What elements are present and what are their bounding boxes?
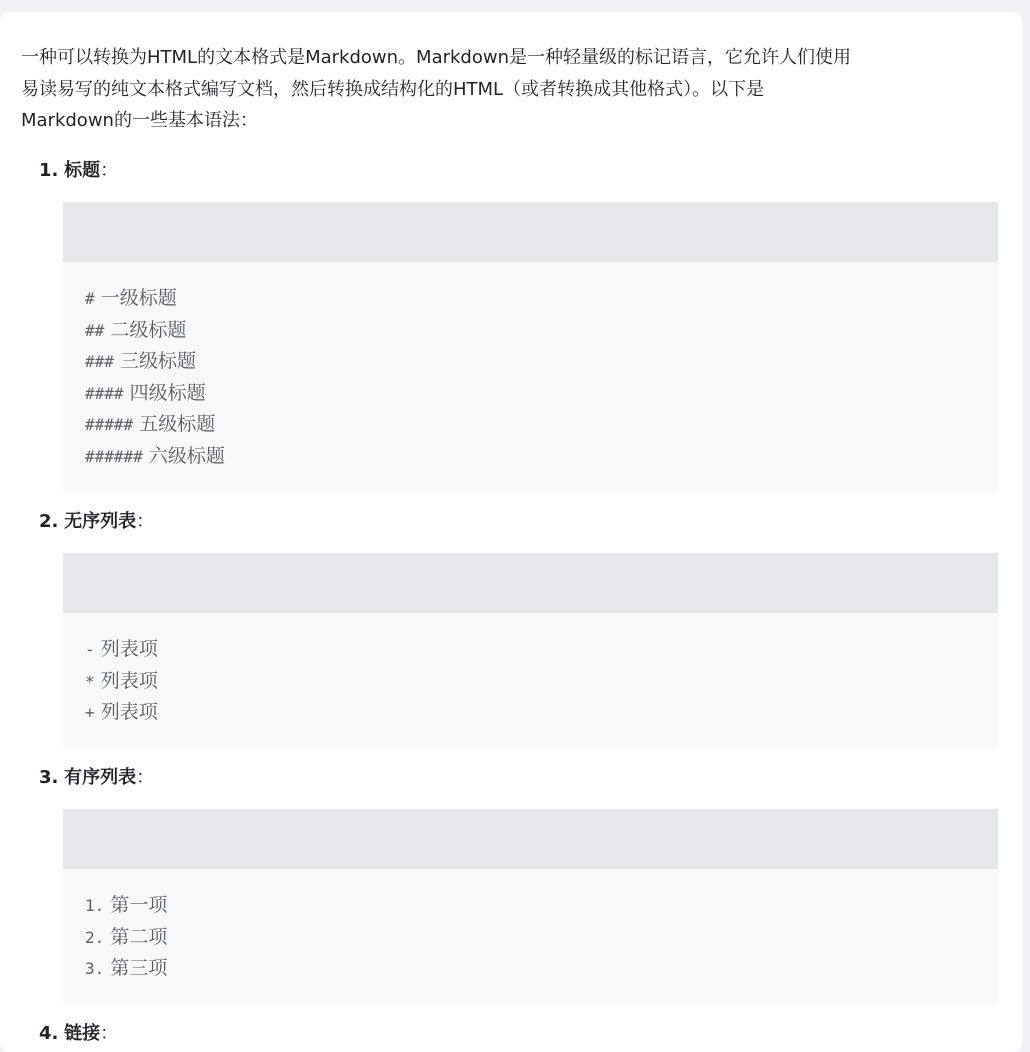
code-line: 2. 第二项 <box>85 925 168 948</box>
code-block-headings <box>63 202 998 493</box>
section-title: 无序列表 <box>64 511 137 532</box>
response-card <box>0 12 1022 1052</box>
section-heading-4 <box>39 1021 118 1047</box>
section-colon: ： <box>100 1023 119 1044</box>
code-line: ### 三级标题 <box>85 350 196 372</box>
code-block-header <box>63 809 998 869</box>
intro-line-1: 一种可以转换为HTML的文本格式是Markdown。Markdown是一种轻量级的标记语言，它允许人们使用 <box>21 47 851 68</box>
section-colon: ： <box>136 511 155 532</box>
section-heading-2 <box>39 509 154 535</box>
code-line: 1. 第一项 <box>85 894 168 916</box>
section-number: 3. <box>39 767 59 788</box>
section-heading-1 <box>39 158 118 184</box>
code-line: * 列表项 <box>85 669 158 692</box>
code-block-unordered-list <box>63 553 998 749</box>
code-line: ## 二级标题 <box>85 318 187 341</box>
section-colon: ： <box>100 160 119 181</box>
code-line: - 列表项 <box>85 638 158 660</box>
code-line: # 一级标题 <box>85 287 177 309</box>
section-title: 标题 <box>64 160 101 181</box>
code-line: 3. 第三项 <box>85 957 168 979</box>
section-title: 有序列表 <box>64 767 137 788</box>
code-line: ##### 五级标题 <box>85 413 216 435</box>
code-line: #### 四级标题 <box>85 381 206 404</box>
section-number: 2. <box>39 511 59 532</box>
code-block-body[interactable] <box>63 613 998 729</box>
intro-paragraph <box>21 42 1011 137</box>
section-heading-3 <box>39 765 154 791</box>
section-number: 4. <box>39 1023 59 1044</box>
code-block-header <box>63 202 998 262</box>
intro-line-2: 易读易写的纯文本格式编写文档，然后转换成结构化的HTML（或者转换成其他格式）。以下是 <box>21 78 765 100</box>
section-colon: ： <box>136 767 155 788</box>
code-block-body[interactable] <box>63 869 998 985</box>
intro-line-3: Markdown的一些基本语法： <box>21 110 258 131</box>
code-block-ordered-list <box>63 809 998 1005</box>
code-line: ###### 六级标题 <box>85 444 225 467</box>
code-block-body[interactable] <box>63 262 998 472</box>
section-title: 链接 <box>64 1023 101 1044</box>
code-line: + 列表项 <box>85 701 158 723</box>
code-block-header <box>63 553 998 613</box>
section-number: 1. <box>39 160 59 181</box>
